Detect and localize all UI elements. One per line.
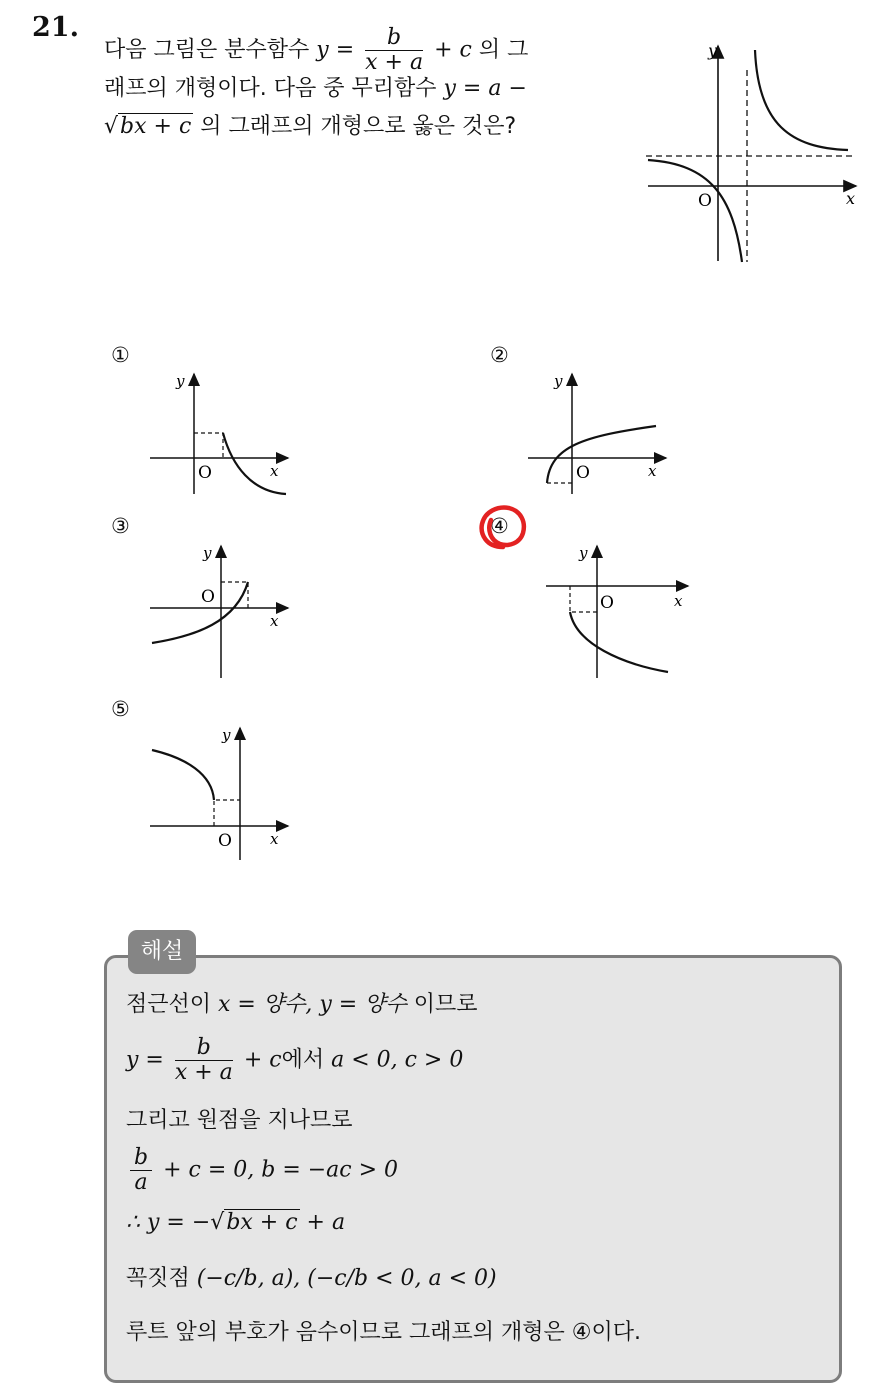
- solution-line-1: [126, 990, 477, 1020]
- main-origin-label: O: [698, 191, 712, 211]
- sol-3: 그리고 원점을 지나므로: [126, 1108, 353, 1133]
- choice-2-graph[interactable]: [524, 366, 672, 500]
- sol-6-vertex: (−c/b, a),: [196, 1266, 301, 1291]
- sol-2-cond: a < 0, c > 0: [331, 1047, 464, 1073]
- solution-tab: 해설: [128, 930, 196, 974]
- choice-1-y-label: y: [176, 372, 185, 390]
- choice-3-curve: [152, 582, 248, 643]
- solution-line-6: [126, 1264, 497, 1294]
- sol-2-frac: [175, 1036, 233, 1085]
- sqrt-sign: √: [104, 114, 119, 139]
- choice-5-origin-label: O: [218, 831, 232, 851]
- sol-5-b: + a: [306, 1210, 346, 1235]
- choice-4-graph[interactable]: [542, 540, 690, 680]
- choice-1-graph[interactable]: [146, 366, 294, 500]
- choice-2-label[interactable]: ②: [490, 343, 509, 367]
- choice-3-y-label: y: [203, 544, 212, 562]
- question-eq-2: y = a −: [443, 76, 527, 101]
- choice-3-dashes: [221, 582, 248, 608]
- sol-1-d: 이므로: [413, 992, 478, 1017]
- red-circle-mark: [482, 508, 524, 547]
- question-line-2: [104, 74, 527, 104]
- question-frac-den: x + a: [365, 50, 424, 75]
- choice-5-curve: [152, 750, 214, 800]
- main-curve-lower: [648, 160, 742, 262]
- solution-line-5: [126, 1208, 345, 1238]
- question-text-3: 의 그래프의 개형으로 옳은 것은?: [200, 114, 517, 139]
- solution-line-3: [126, 1106, 353, 1136]
- question-text-1b: 의 그: [478, 37, 529, 63]
- question-text-1: 다음 그림은 분수함수: [104, 37, 310, 63]
- solution-line-7: [126, 1318, 641, 1348]
- question-fraction: [365, 26, 423, 75]
- choice-1-dashes: [194, 433, 223, 458]
- question-line-1: [104, 26, 528, 75]
- question-sqrt-arg: bx + c: [120, 114, 192, 139]
- choice-4-y-label: y: [579, 544, 588, 562]
- choice-1-label[interactable]: ①: [111, 343, 130, 367]
- sol-4-num: b: [130, 1146, 152, 1171]
- choice-4-dashes: [570, 586, 597, 612]
- choice-2-curve: [547, 426, 656, 483]
- main-curve-upper: [755, 50, 848, 150]
- main-y-label: y: [708, 41, 718, 60]
- choice-3-origin-label: O: [201, 587, 215, 607]
- choice-5-graph[interactable]: [146, 722, 294, 862]
- answer-mark: [476, 502, 530, 552]
- main-x-label: x: [846, 189, 856, 208]
- sol-4-rest: + c = 0, b = −ac > 0: [163, 1157, 399, 1183]
- choice-2-origin-label: O: [576, 463, 590, 483]
- choice-3-graph[interactable]: [146, 540, 294, 680]
- choice-4-x-label: x: [674, 592, 683, 610]
- question-eq-rest: + c: [434, 37, 472, 63]
- sol-2-word: 에서: [281, 1047, 325, 1073]
- sol-1-c: y = 양수: [319, 992, 407, 1017]
- choice-5-y-label: y: [222, 726, 231, 744]
- choice-1-x-label: x: [270, 462, 279, 480]
- choice-2-x-label: x: [648, 462, 657, 480]
- question-line-3: [104, 112, 516, 142]
- choice-4-label[interactable]: ④: [490, 514, 509, 538]
- sol-2-num: b: [175, 1036, 233, 1061]
- question-eq-lhs: y =: [316, 37, 355, 63]
- sol-5-a: ∴ y = −: [126, 1210, 211, 1235]
- sol-2-lhs: y =: [126, 1047, 164, 1073]
- sol-6-cond: (−c/b < 0, a < 0): [307, 1266, 497, 1291]
- main-graph: [640, 36, 864, 266]
- question-text-2: 래프의 개형이다. 다음 중 무리함수: [104, 76, 437, 101]
- choice-3-x-label: x: [270, 612, 279, 630]
- sol-7: 루트 앞의 부호가 음수이므로 그래프의 개형은 ④이다.: [126, 1320, 641, 1345]
- choice-5-x-label: x: [270, 830, 279, 848]
- choice-4-origin-label: O: [600, 593, 614, 613]
- choice-1-origin-label: O: [198, 463, 212, 483]
- question-number: 21.: [32, 12, 79, 43]
- sol-2-rest: + c: [243, 1047, 282, 1073]
- solution-line-2: [126, 1036, 463, 1085]
- sol-4-frac: [130, 1146, 152, 1195]
- sol-5-sqrt: bx + c: [226, 1210, 298, 1235]
- sol-1-a: 점근선이: [126, 992, 212, 1017]
- question-frac-num: b: [365, 26, 423, 51]
- choice-3-label[interactable]: ③: [111, 514, 130, 538]
- sol-5-sqrt-sign: √: [210, 1210, 225, 1235]
- sol-1-b: x = 양수,: [218, 992, 313, 1017]
- sol-6-word: 꼭짓점: [126, 1266, 190, 1291]
- choice-2-y-label: y: [554, 372, 563, 390]
- choice-5-dashes: [214, 800, 240, 826]
- solution-line-4: [126, 1146, 398, 1195]
- choice-4-curve: [570, 612, 668, 672]
- choice-5-label[interactable]: ⑤: [111, 697, 130, 721]
- sol-2-den: x + a: [174, 1060, 233, 1085]
- sol-4-den: a: [134, 1170, 148, 1195]
